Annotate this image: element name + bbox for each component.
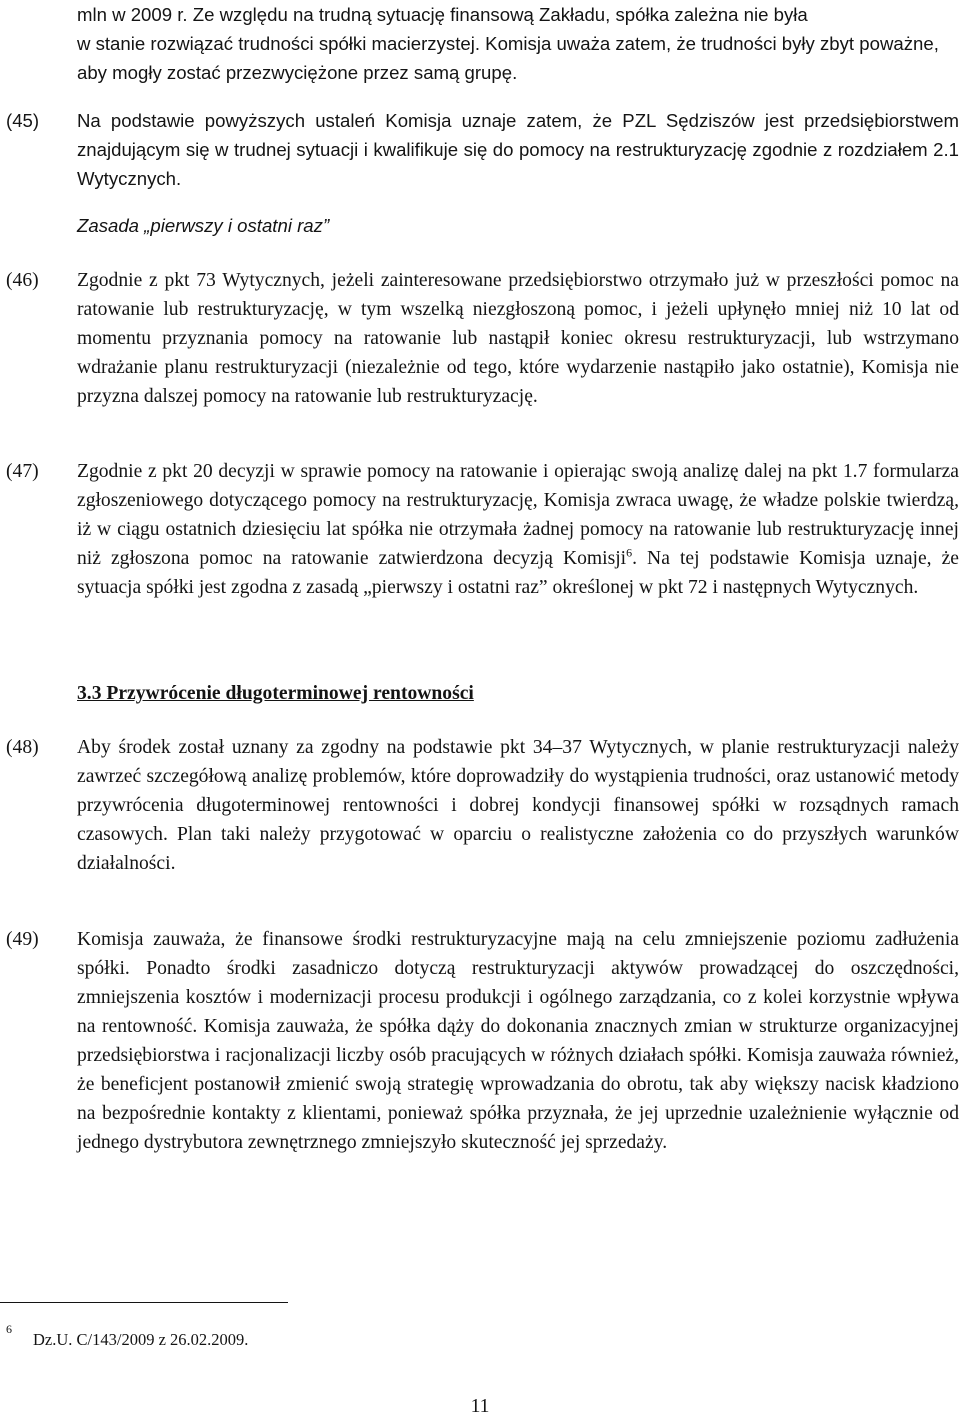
paragraph-47-text-before: Zgodnie z pkt 20 decyzji w sprawie pomocy na ratowanie i opierając swoją analizę dalej na pkt 1.7 formularza zgłoszeniowego dotyczącego pomocy na restrukturyzację, Komisja zwraca uwagę, że władze polskie twierdzą, iż w ciągu ostatnich dziesięciu lat spółka nie otrzymała żadnej pomocy na ratowanie lub restrukturyzację innej niż zgłoszona pomoc na ratowanie zatwierdzona decyzją Komisji: [77, 461, 959, 569]
section-heading: 3.3 Przywrócenie długoterminowej rentowności: [77, 683, 474, 704]
paragraph-number-49: (49): [6, 929, 39, 950]
paragraph-number-45: (45): [6, 110, 40, 131]
principle-heading: Zasada „pierwszy i ostatni raz”: [77, 215, 330, 236]
lead-paragraph-rest: w stanie rozwiązać trudności spółki macierzystej. Komisja uważa zatem, że trudności były zbyt poważne, aby mogły zostać przezwyciężone przez samą grupę.: [77, 33, 939, 83]
lead-paragraph-line1: mln w 2009 r. Ze względu na trudną sytuację finansową Zakładu, spółka zależna nie była: [77, 4, 808, 25]
footnote-text: Dz.U. C/143/2009 z 26.02.2009.: [33, 1330, 249, 1349]
paragraph-number-48: (48): [6, 737, 39, 758]
footnote-reference: 6: [626, 545, 633, 560]
paragraph-45: Na podstawie powyższych ustaleń Komisja uznaje zatem, że PZL Sędziszów jest przedsiębiorstwem znajdującym się w trudnej sytuacji i kwalifikuje się do pomocy na restrukturyzację zgodnie z rozdziałem 2.1 Wytycznych.: [77, 110, 959, 189]
paragraph-number-46: (46): [6, 270, 39, 291]
paragraph-48: Aby środek został uznany za zgodny na podstawie pkt 34–37 Wytycznych, w planie restrukturyzacji należy zawrzeć szczegółową analizę problemów, które doprowadziły do wystąpienia trudności, oraz ustanowić metody przywrócenia długoterminowej rentowności i dobrej kondycji finansowej spółki w rozsądnych ramach czasowych. Plan taki należy przygotować w oparciu o realistyczne założenia co do przyszłych warunków działalności.: [77, 737, 959, 874]
page-number: 11: [470, 1396, 490, 1417]
paragraph-47-text-after: . Na tej podstawie Komisja uznaje, że sytuacja spółki jest zgodna z zasadą „pierwszy i ostatni raz” określonej w pkt 72 i następnych Wytycznych.: [77, 548, 960, 598]
footnote-mark: 6: [6, 1322, 12, 1336]
footnote-separator: [0, 1302, 288, 1303]
paragraph-number-47: (47): [6, 461, 39, 482]
paragraph-49: Komisja zauważa, że finansowe środki restrukturyzacyjne mają na celu zmniejszenie poziomu zadłużenia spółki. Ponadto środki zasadniczo dotyczą restrukturyzacji aktywów prowadzącej do oszczędności, zmniejszenia kosztów i modernizacji procesu produkcji i ogólnego zarządzania, co z kolei korzystnie wpływa na rentowność. Komisja zauważa, że spółka dąży do dokonania znacznych zmian w strukturze organizacyjnej przedsiębiorstwa i racjonalizacji liczby osób pracujących w różnych działach spółki. Komisja zauważa również, że beneficjent postanowił zmienić swoją strategię wprowadzania do obrotu, tak aby większy nacisk kładziono na bezpośrednie kontakty z klientami, ponieważ spółka przyznała, że jej uprzednie uzależnienie wyłącznie od jednego dystrybutora zewnętrznego zmniejszyło skuteczność jej sprzedaży.: [77, 929, 959, 1153]
paragraph-47: [77, 457, 959, 602]
paragraph-46: Zgodnie z pkt 73 Wytycznych, jeżeli zainteresowane przedsiębiorstwo otrzymało już w przeszłości pomoc na ratowanie lub restrukturyzację, w tym wszelką niezgłoszoną pomoc, i jeżeli upłynęło mniej niż 10 lat od momentu przyznania pomocy na ratowanie lub nastąpił koniec okresu restrukturyzacji, lub wstrzymano wdrażanie planu restrukturyzacji (niezależnie od tego, które wydarzenie nastąpiło jako ostatnie), Komisja nie przyzna dalszej pomocy na ratowanie lub restrukturyzację.: [77, 270, 959, 407]
lead-paragraph: [77, 0, 959, 87]
